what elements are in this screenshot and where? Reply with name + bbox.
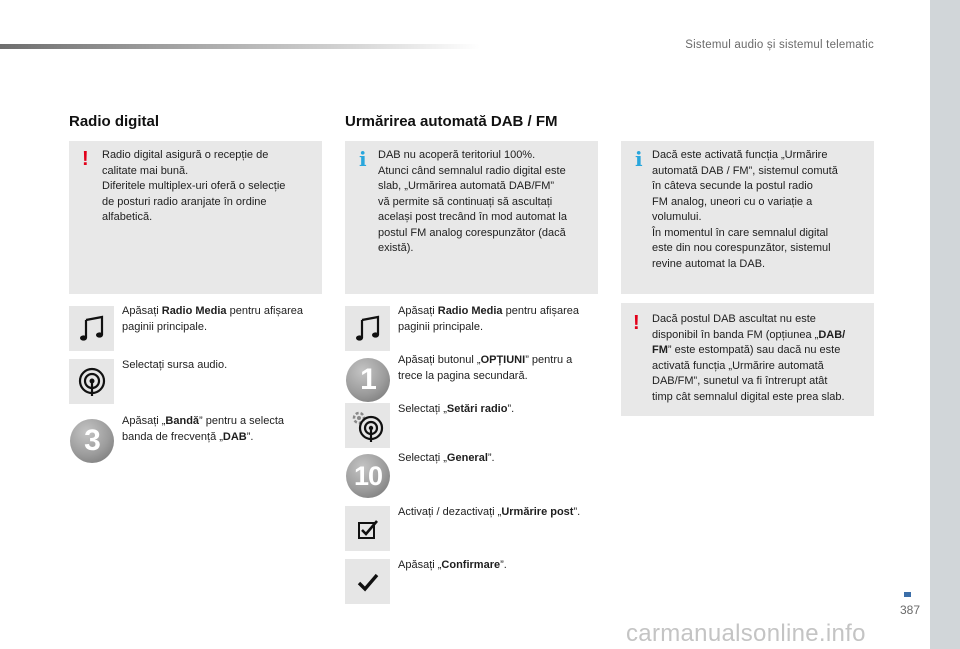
- radio-settings-icon: [345, 403, 390, 448]
- music-note-icon: [345, 306, 390, 351]
- warning-note-right-text: Dacă postul DAB ascultat nu este disponibil în banda FM (opțiunea „DAB/ FM” este estompată) sau dacă nu este activată funcția „Urmărire automată DAB/FM”, sunetul va fi întrerupt atât timp cât semnalul digital este prea slab.: [652, 313, 846, 403]
- checkbox-icon: [345, 506, 390, 551]
- section-title-dab-fm: Urmărirea automată DAB / FM: [345, 113, 558, 130]
- warning-note-box: [69, 141, 322, 294]
- info-note-right-text: Dacă este activată funcția „Urmărire automată DAB / FM”, sistemul comută în câteva secunde la postul radio FM analog, uneori cu o variație a volumului. În momentul în care semnalul digital este din nou corespunzător, sistemul revine automat la DAB.: [652, 149, 838, 270]
- step-badge-10: 10: [346, 454, 390, 498]
- middle-step-2-text: Apăsați butonul „OPȚIUNI” pentru a trece la pagina secundară.: [398, 354, 573, 382]
- middle-step-4-text: Selectați „General”.: [398, 452, 495, 464]
- warning-note-box-right: [621, 303, 874, 416]
- step-badge-1: 1: [346, 358, 390, 402]
- middle-step-5-text: Activați / dezactivați „Urmărire post”.: [398, 506, 581, 518]
- header-gradient-bar: [0, 44, 480, 49]
- warning-icon: !: [82, 148, 89, 170]
- side-tab: [930, 0, 960, 649]
- warning-note-text: Radio digital asigură o recepție de calitate mai bună. Diferitele multiplex-uri oferă o selecție de posturi radio aranjate în ordine alfabetică.: [102, 149, 286, 223]
- page-header-title: Sistemul audio și sistemul telematic: [685, 39, 874, 51]
- radio-source-icon: [69, 359, 114, 404]
- left-step-2-text: Selectați sursa audio.: [122, 359, 228, 371]
- info-note-box: [345, 141, 598, 294]
- left-step-3-text: Apăsați „Bandă” pentru a selecta banda de frecvență „DAB”.: [122, 415, 285, 443]
- step-badge-3: 3: [70, 419, 114, 463]
- middle-step-6-text: Apăsați „Confirmare”.: [398, 559, 507, 571]
- page-number: 387: [900, 603, 921, 617]
- middle-step-3-text: Selectați „Setări radio”.: [398, 403, 515, 415]
- page-marker: [904, 592, 911, 597]
- warning-icon: !: [633, 312, 640, 334]
- middle-step-1-text: Apăsați Radio Media pentru afișarea paginii principale.: [398, 305, 579, 333]
- info-icon: i: [359, 147, 367, 171]
- music-note-icon: [69, 306, 114, 351]
- info-note-text: DAB nu acoperă teritoriul 100%. Atunci când semnalul radio digital este slab, „Urmărirea automată DAB/FM” vă permite să continuați să ascultați același post trecând în mod automat la postul FM analog corespunzător (dacă există).: [378, 149, 567, 254]
- watermark: carmanualsonline.info: [626, 620, 866, 647]
- checkmark-icon: [345, 559, 390, 604]
- left-step-1-text: Apăsați Radio Media pentru afișarea paginii principale.: [122, 305, 303, 333]
- info-note-box-right: [621, 141, 874, 294]
- section-title-radio-digital: Radio digital: [69, 113, 159, 130]
- info-icon: i: [635, 147, 643, 171]
